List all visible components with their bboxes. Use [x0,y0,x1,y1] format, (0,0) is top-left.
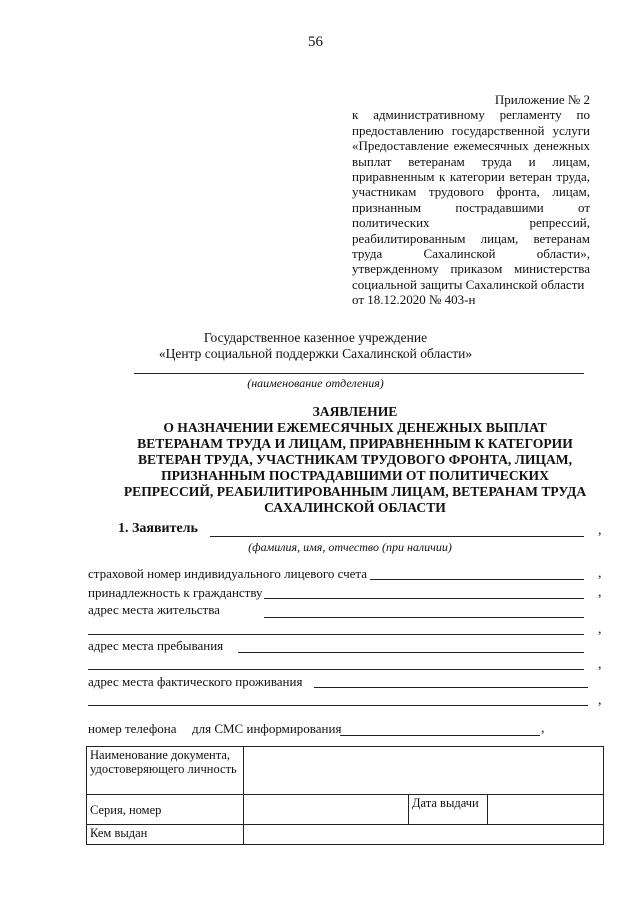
heading-line: РЕПРЕССИЙ, РЕАБИЛИТИРОВАННЫМ ЛИЦАМ, ВЕТЕРАНАМ ТРУДА [123,484,587,499]
residence-field-line2[interactable] [88,634,584,635]
appendix-line: труда Сахалинской области», [352,246,590,262]
snils-field[interactable] [370,579,584,580]
comma: , [598,622,602,637]
appendix-title: Приложение № 2 [494,92,590,107]
stay-address-field-line2[interactable] [88,669,584,670]
citizenship-field[interactable] [264,598,584,599]
issue-date-label: Дата выдачи [409,795,488,825]
stay-address-label: адрес места пребывания [88,638,224,653]
phone-field[interactable] [340,735,540,736]
actual-address-label: адрес места фактического проживания [88,674,303,689]
heading-line: ЗАЯВЛЕНИЕ [312,404,398,419]
identity-document-table [86,746,604,845]
citizenship-label: принадлежность к гражданству [88,585,263,600]
statement-heading [90,404,620,516]
comma: , [598,566,602,581]
snils-label: страховой номер индивидуального лицевого счета [88,566,368,581]
doc-name-value[interactable] [244,747,604,795]
applicant-section-label: 1. Заявитель [118,521,198,536]
appendix-line: признанным пострадавшими от [352,199,590,215]
appendix-block [352,92,590,308]
appendix-line: утвержденному приказом министерства [352,261,590,277]
heading-line: ВЕТЕРАНАМ ТРУДА И ЛИЦАМ, ПРИРАВНЕННЫМ К КАТЕГОРИИ [137,436,573,451]
appendix-line: социальной защиты Сахалинской области [352,276,585,292]
appendix-line: выплат ветеранам труда и лицам, [352,153,590,169]
comma: , [598,523,602,538]
issued-by-value[interactable] [244,825,604,845]
applicant-name-field[interactable] [210,536,584,537]
appendix-line: предоставлению государственной услуги [352,122,590,138]
heading-line: О НАЗНАЧЕНИИ ЕЖЕМЕСЯЧНЫХ ДЕНЕЖНЫХ ВЫПЛАТ [163,420,547,435]
appendix-line: участникам трудового фронта, лицам, [352,184,590,200]
issue-date-value[interactable] [488,795,604,825]
comma: , [541,721,545,736]
appendix-line: «Предоставление ежемесячных денежных [352,138,590,154]
heading-line: ВЕТЕРАН ТРУДА, УЧАСТНИКАМ ТРУДОВОГО ФРОНТА, ЛИЦАМ, [137,452,573,467]
heading-line: ПРИЗНАННЫМ ПОСТРАДАВШИМИ ОТ ПОЛИТИЧЕСКИХ [161,468,549,483]
fio-caption: (фамилия, имя, отчество (при наличии) [248,540,452,554]
appendix-line: политических репрессий, [352,215,590,231]
comma: , [598,657,602,672]
sms-label: для СМС информирования [192,721,342,736]
phone-label: номер телефона [88,721,177,736]
department-field-line[interactable] [134,373,584,374]
comma: , [598,693,602,708]
issued-by-label: Кем выдан [87,825,244,845]
series-number-label: Серия, номер [87,795,244,825]
department-caption: (наименование отделения) [247,376,384,390]
organization-block [0,330,631,362]
organization-line: «Центр социальной поддержки Сахалинской области» [158,346,473,361]
stay-address-field[interactable] [238,652,584,653]
appendix-line: к административному регламенту по [352,107,590,123]
page-number: 56 [308,34,323,50]
heading-line: САХАЛИНСКОЙ ОБЛАСТИ [264,500,446,515]
actual-address-field-line2[interactable] [88,705,588,706]
doc-name-label: Наименование документа, удостоверяющего личность [87,747,244,795]
residence-field[interactable] [264,617,584,618]
appendix-line: реабилитированным лицам, ветеранам [352,230,590,246]
appendix-line: приравненным к категории ветеран труда, [352,169,590,185]
comma: , [598,585,602,600]
appendix-line: от 18.12.2020 № 403-н [352,292,476,308]
series-number-value[interactable] [244,795,409,825]
residence-label: адрес места жительства [88,602,220,617]
organization-line: Государственное казенное учреждение [203,330,428,345]
actual-address-field[interactable] [314,687,588,688]
